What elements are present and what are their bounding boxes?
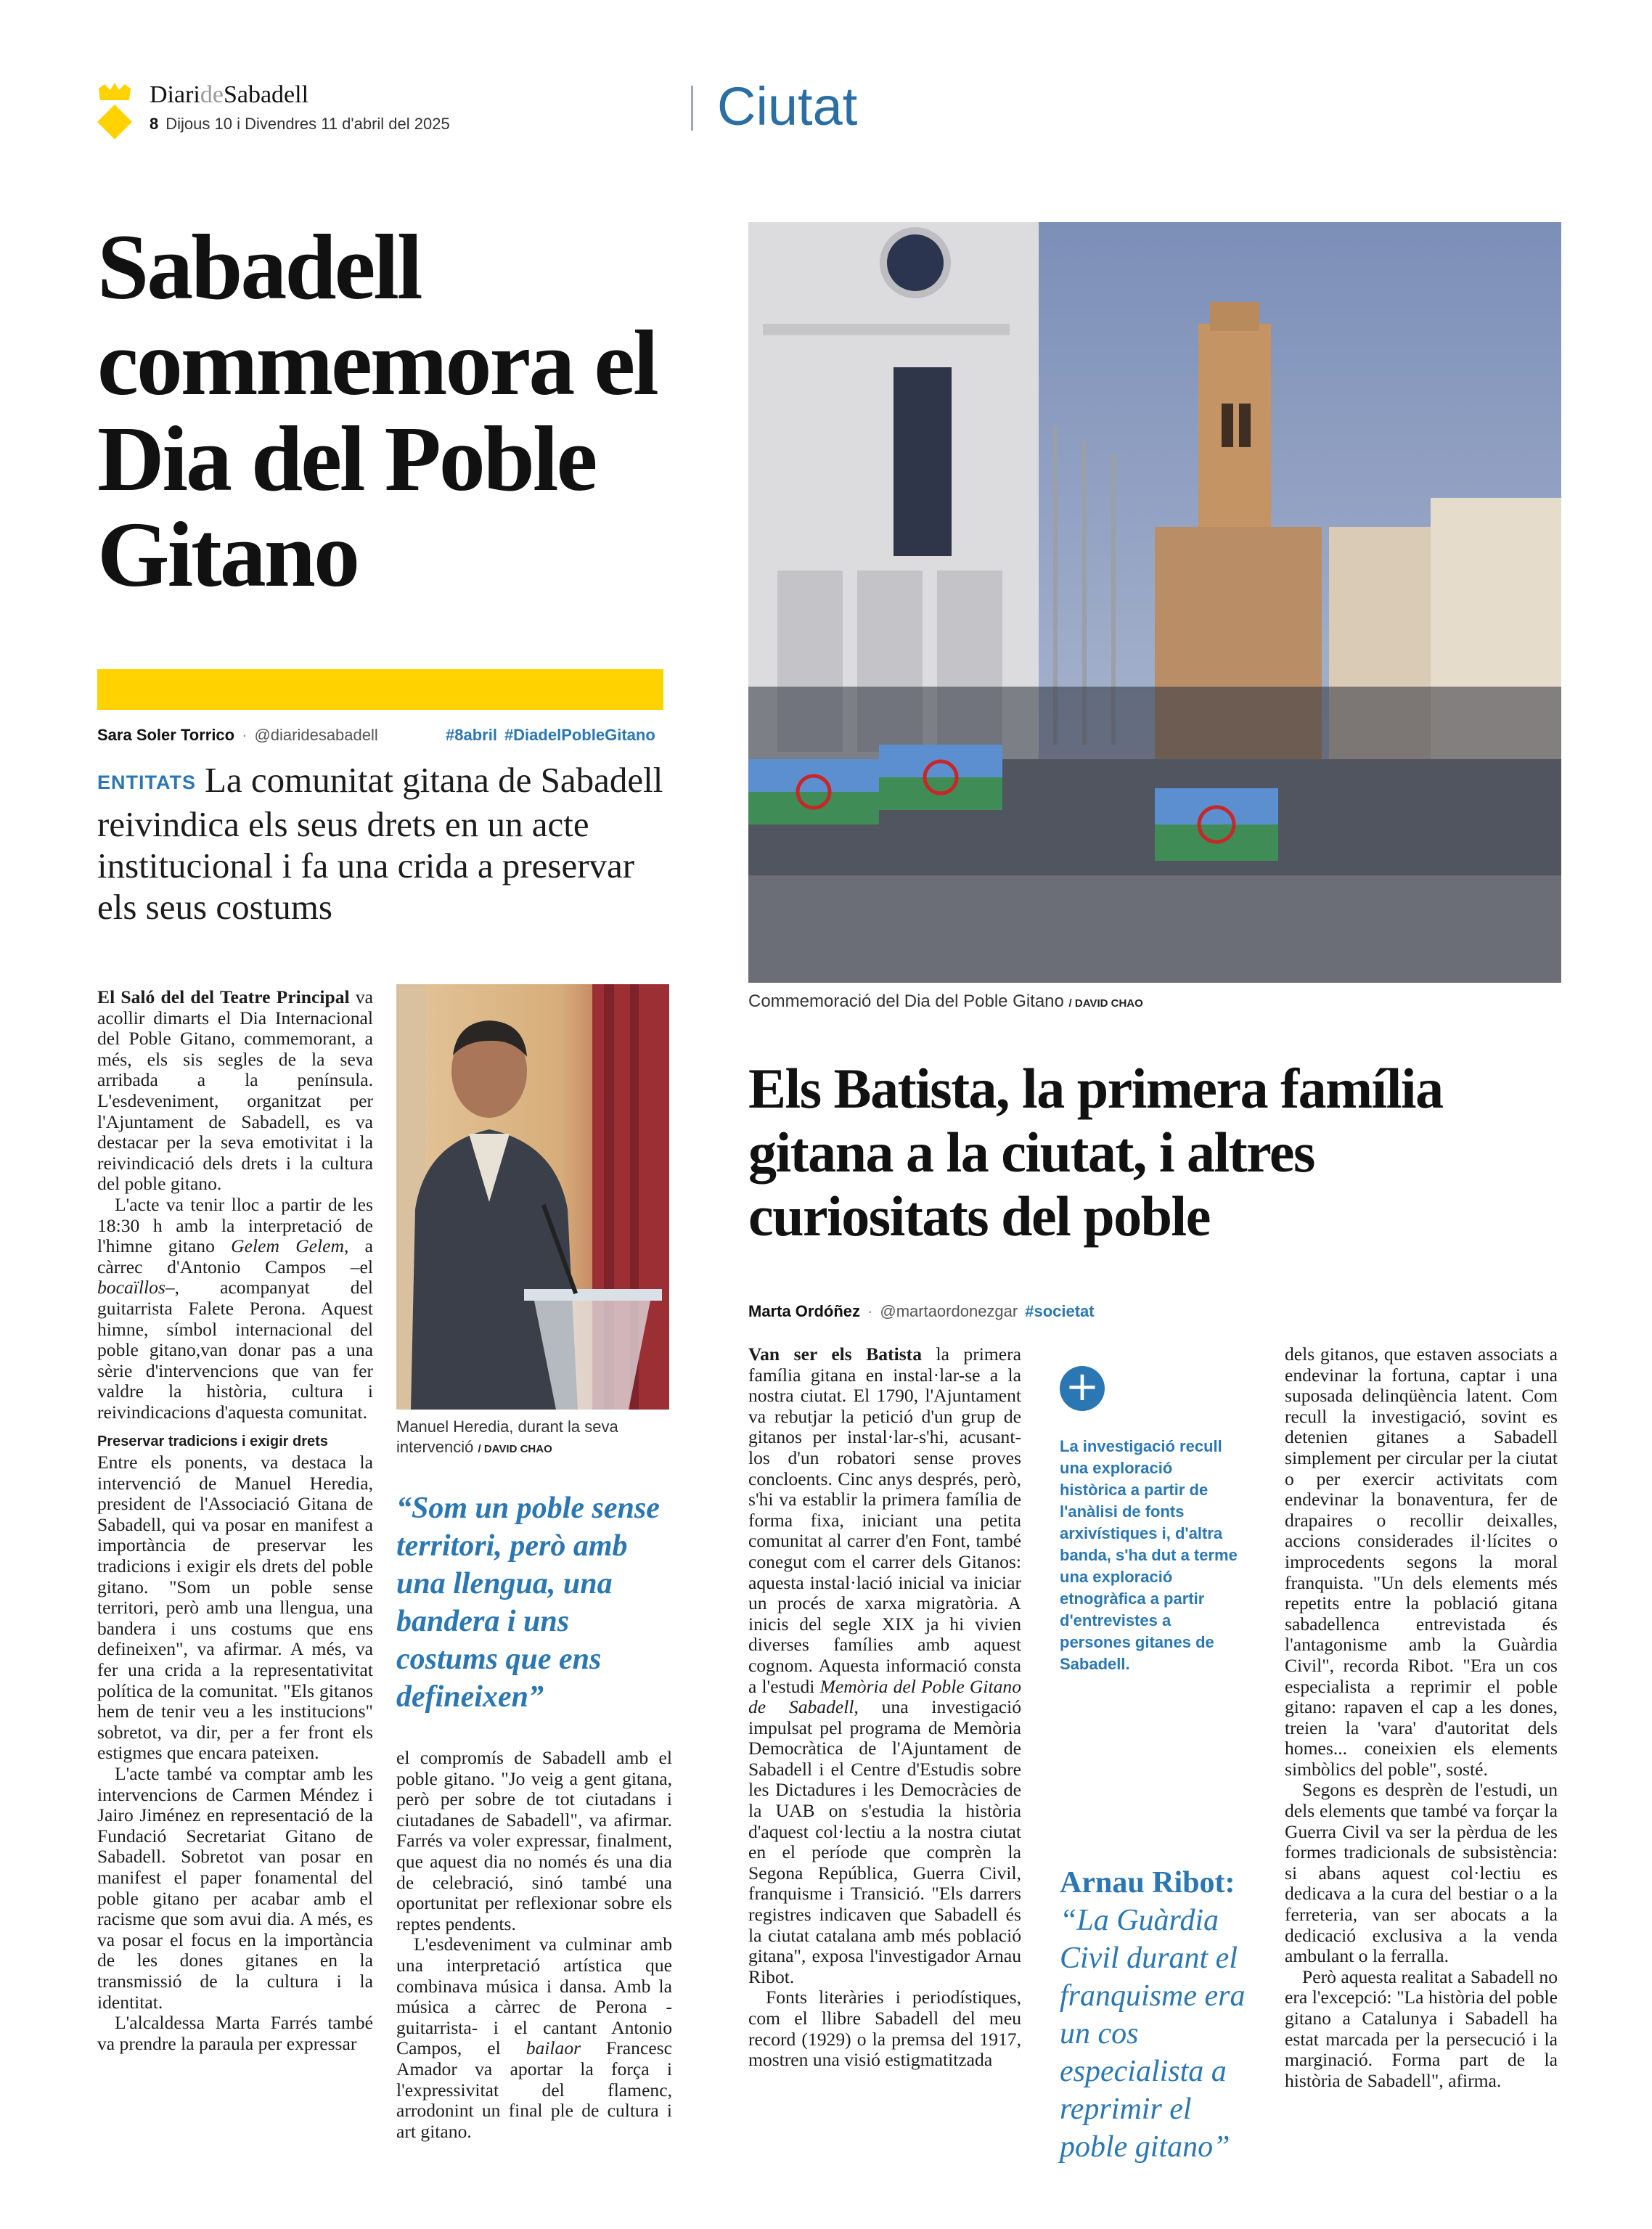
article2-column-1	[748, 1344, 1021, 2128]
section-divider	[691, 86, 693, 131]
italic-term: bailaor	[526, 2037, 581, 2059]
article1-column-2	[396, 1747, 672, 2142]
paragraph: L'alcaldessa Marta Farrés també va prendre la paraula per expressar	[97, 2012, 373, 2054]
photo-credit: / DAVID CHAO	[478, 1443, 552, 1455]
caption-text: Manuel Heredia, durant la seva intervenció	[396, 1418, 618, 1456]
caption-text: Commemoració del Dia del Poble Gitano	[748, 991, 1064, 1011]
article2-byline: Marta Ordóñez · @martaordonezgar #societat	[748, 1302, 1095, 1320]
article2-tag[interactable]: #societat	[1025, 1302, 1095, 1320]
article1-subhead: Preservar tradicions i exigir drets	[97, 1433, 328, 1450]
brand-sabadell: Sabadell	[223, 81, 309, 108]
speaker-photo-caption	[396, 1417, 669, 1460]
commemoration-photo-caption	[748, 991, 1143, 1012]
paragraph: el compromís de Sabadell amb el poble gitano. "Jo veig a gent gitana, però per sobre de tot ciutadans i ciutadanes de Sabadell", va afirmar. Farrés va voler expressar, finalment, que aquest dia no només és una dia de celebració, sinó també una oportunitat per reflexionar sobre els reptes pendents.	[396, 1747, 672, 1934]
brand-de: de	[200, 81, 224, 108]
page-info	[150, 115, 450, 134]
section-title: Ciutat	[717, 76, 858, 136]
song-title: Gelem Gelem	[231, 1235, 344, 1257]
paragraph-text: –, acompanyat del guitarrista Falete Perona. Aquest himne, símbol internacional del poble gitano,van donar pas a una sèrie d'intervencions que van fer valdre la història, cultura i reivindicacions d'aquesta comunitat.	[97, 1277, 373, 1423]
article1-tag[interactable]: #8abril	[446, 726, 497, 744]
headline-accent-bar	[97, 669, 663, 710]
article1-headline: Sabadell commemora el Dia del Poble Gitano	[97, 216, 657, 606]
nickname: bocaïllos	[97, 1277, 165, 1298]
paragraph-text: , una investigació impulsat pel programa de Memòria Democràtica de l'Ajuntament de Sabadell i el Centre d'Estudis sobre les Dictadures i les Democràcies de la UAB on s'estudia la història d'aquest col·lectiu a la nostra ciutat en el període que comprèn la Segona República, Guerra Civil, franquisme i Transició. "Els darrers registres indicaven que Sabadell és la ciutat catalana amb més població gitana", exposa l'investigador Arnau Ribot.	[748, 1696, 1022, 1987]
study-title: Memòria del Poble Gitano de Sabadell	[748, 1675, 1021, 1718]
plus-icon: +	[1060, 1366, 1105, 1411]
newspaper-brand[interactable]	[150, 81, 308, 109]
article1-byline: Sara Soler Torrico · @diaridesabadell	[97, 726, 378, 744]
paragraph	[748, 1344, 1021, 1987]
paragraph-text: L'acte va tenir lloc a partir de les 18:30 h amb la interpretació de l'himne gitano	[97, 1193, 373, 1257]
article1-dek	[97, 759, 678, 928]
article2-pull-quote	[1060, 1864, 1256, 2166]
newspaper-logo-icon	[94, 81, 135, 139]
speaker-illustration	[396, 984, 669, 1410]
article1-tag[interactable]: #DiadelPobleGitano	[504, 726, 655, 744]
paragraph: Però aquesta realitat a Sabadell no era l'excepció: "La història del poble gitano a Catalunya i Sabadell ha estat marcada per la persecució i la marginació. Forma part de la història de Sabadell", afirma.	[1285, 1966, 1558, 2091]
paragraph-text: Francesc Amador va aportar la força i l'expressivitat del flamenc, arrodonint un final ple de cultura i art gitano.	[396, 2037, 672, 2142]
brand-diari: Diari	[150, 81, 200, 108]
photo-credit: / DAVID CHAO	[1068, 997, 1143, 1010]
paragraph-text: L'esdeveniment va culminar amb una interpretació artística que combinava música i dansa. Amb la música a càrrec de Perona -guitarrista- i el cantant Antonio Campos, el	[396, 1934, 672, 2059]
paragraph-text: va acollir dimarts el Dia Internacional del Poble Gitano, commemorant, a més, els sis segles de la seva arribada a la península. L'esdeveniment, organitzat per l'Ajuntament de Sabadell, es va destacar per la seva emotivitat i la reivindicació dels drets i la cultura del poble gitano.	[97, 986, 373, 1195]
lead-in: El Saló del del Teatre Principal	[97, 986, 350, 1007]
info-box: La investigació recull una exploració històrica a partir de l'anàlisi de fonts arxivístiques i, d'altra banda, s'ha dut a terme una exploració etnogràfica a partir d'entrevistes a persones gitanes de Sabadell.	[1060, 1437, 1238, 1673]
pull-quote-speaker: Arnau Ribot:	[1060, 1866, 1235, 1899]
paragraph	[97, 987, 373, 1195]
lead-in: Van ser els Batista	[748, 1343, 922, 1365]
article1-tags	[438, 726, 655, 745]
article2-column-2	[1285, 1344, 1558, 2128]
paragraph: Segons es desprèn de l'estudi, un dels elements que també va forçar la Guerra Civil va ser la pèrdua de les formes tradicionals de subsistència: si abans aquest col·lectiu es dedicava a la cura del bestiar o a la ferreteria, van ser abocats a la dedicació exclusiva a la venda ambulant o la ferralla.	[1285, 1779, 1558, 1967]
article1-dek-text: La comunitat gitana de Sabadell reivindica els seus drets en un acte institucional i fa una crida a preservar els seus costums	[97, 760, 663, 927]
speaker-photo[interactable]	[396, 984, 669, 1410]
article1-pull-quote: “Som un poble sense territori, però amb una llengua, una bandera i uns costums que ens defineixen”	[396, 1492, 660, 1714]
commemoration-photo[interactable]	[748, 222, 1561, 983]
issue-date: Dijous 10 i Divendres 11 d'abril del 2025	[165, 115, 450, 133]
article1-author: Sara Soler Torrico	[97, 726, 235, 744]
paragraph-text: , a càrrec d'Antonio Campos –el	[97, 1235, 373, 1277]
article1-column-1	[97, 987, 373, 2127]
article1-handle[interactable]: @diaridesabadell	[254, 726, 378, 744]
article2-handle[interactable]: @martaordonezgar	[880, 1302, 1018, 1320]
pull-quote-text: “La Guàrdia Civil durant el franquisme era un cos especialista a reprimir el poble gitano”	[1060, 1904, 1246, 2164]
article2-tags	[1018, 1302, 1094, 1320]
paragraph	[396, 1934, 672, 2142]
article1-kicker: ENTITATS	[97, 772, 196, 793]
article2-author: Marta Ordóñez	[748, 1302, 861, 1320]
page-number: 8	[150, 115, 159, 133]
paragraph-text: la primera família gitana en instal·lar-se a la nostra ciutat. El 1790, l'Ajuntament va rebutjar la petició d'un grup de gitanos per instal·lar-s'hi, acusant-los d'un robatori sense proves concloents. Cinc anys després, però, s'hi va establir la primera família de forma fixa, iniciant una petita comunitat al carrer d'en Font, també conegut com el carrer dels Gitanos: aquesta instal·lació inicial va iniciar un procés de xarxa migratòria. A inicis del segle XIX ja hi vivien diverses famílies amb aquest cognom. Aquesta informació consta a l'estudi	[748, 1343, 1021, 1697]
commemoration-illustration	[748, 222, 1561, 983]
paragraph: dels gitanos, que estaven associats a endevinar la fortuna, captar i una suposada delinqüència latent. Com recull la investigació, sovint es detenien gitanes a Sabadell simplement per circular per la ciutat o per exercir activitats com endevinar la bonaventura, fer de drapaires o recollir deixalles, accions considerades il·lícites o improcedents segons la moral franquista. "Un dels elements més repetits entre la població gitana sabadellenca entrevistada és l'antagonisme amb la Guàrdia Civil", recorda Ribot. "Era un cos especialista a reprimir el poble gitano: rapaven el cap a les dones, treien la 'vara' d'autoritat dels homes... coneixien els elements simbòlics del poble", sosté.	[1285, 1343, 1558, 1780]
article2-headline: Els Batista, la primera família gitana a la ciutat, i altres curiositats del poble	[748, 1057, 1443, 1248]
paragraph: Fonts literàries i periodístiques, com el llibre Sabadell del meu record (1929) o la premsa del 1917, mostren una visió estigmatitzada	[748, 1987, 1021, 2071]
paragraph	[97, 1195, 373, 1423]
paragraph: Entre els ponents, va destaca la intervenció de Manuel Heredia, president de l'Associació Gitana de Sabadell, qui va posar en manifest a importància de preservar les tradicions i exigir els drets del poble gitano. "Som un poble sense territori, però amb una llengua, una bandera i uns costums que ens defineixen", va afirmar. A més, va fer una crida a la representativitat política de la comunitat. "Els gitanos hem de tenir veu a les institucions" sobretot, va dir, per a fer front els estigmes que encara pateixen.	[97, 1452, 373, 1764]
paragraph: L'acte també va comptar amb les intervencions de Carmen Méndez i Jairo Jiménez en representació de la Fundació Secretariat Gitano de Sabadell. Sobretot van posar en manifest el paper fonamental del poble gitano per acabar amb el racisme que som avui dia. A més, es va posar el focus en la importància de les dones gitanes en la transmissió de la cultura i la identitat.	[97, 1762, 373, 2013]
